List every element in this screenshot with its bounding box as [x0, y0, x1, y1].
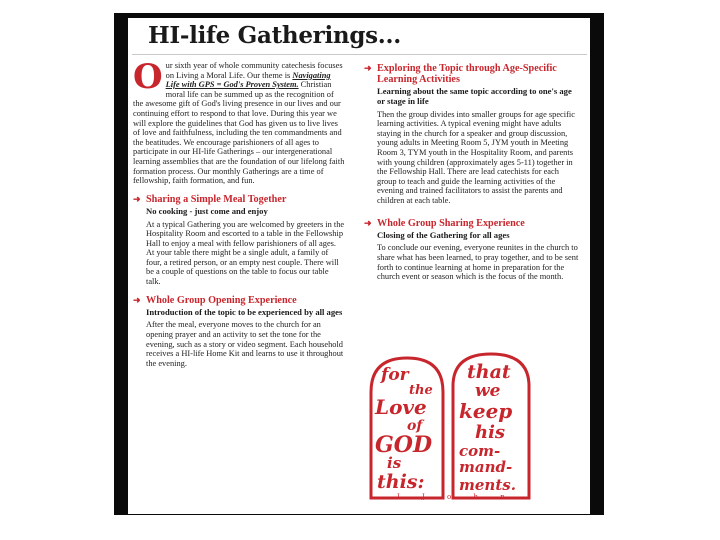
arrow-bullet-icon: ➜ [133, 294, 141, 305]
section-subheading: Closing of the Gathering for all ages [377, 229, 510, 240]
tablet-word: com- [459, 442, 501, 460]
section-heading-text: Whole Group Opening Experience [146, 294, 297, 306]
section-heading-text: Sharing a Simple Meal Together [146, 193, 287, 205]
section-heading-text: Exploring the Topic through Age-Specific Learning Activities [377, 63, 557, 85]
section-subheading: Learning about the same topic according to one's age or stage in life [377, 86, 572, 106]
section-heading [133, 295, 345, 306]
section-heading [133, 194, 345, 205]
tablet-word: is [387, 454, 402, 472]
section-body: After the meal, everyone moves to the church for an opening prayer and an activity to set the tone for the evening, such as a story or video segment. Each household receives a HI-life Home Kit and learns to use it throughout the evening. [146, 320, 344, 368]
tablet-word: keep [459, 399, 513, 423]
commandment-tablets-illustration [367, 352, 539, 500]
tablet-footer: I J o h n [397, 493, 515, 500]
theme-text: Navigating Life with GPS = God's Proven System. [165, 70, 331, 90]
section-body: To conclude our evening, everyone reunites in the church to share what has been learned, to pray together, and to be sent forth to continue learning at home in preparation for the church event or season which is the focus of the month. [377, 243, 579, 282]
tablet-word: ments. [459, 476, 516, 494]
tablet-word: this: [377, 471, 425, 493]
tablet-word: mand- [459, 458, 513, 476]
intro-paragraph [133, 57, 345, 186]
section-simple-meal [133, 194, 345, 287]
intro-text-start: ur sixth year of whole community catechesis focuses on Living a Moral Life. Our theme is [165, 61, 343, 80]
section-body: At a typical Gathering you are welcomed by greeters in the Hospitality Room and escorted to a table in the Fellowship Hall to enjoy a meal with fellow parishioners of all ages. At your table there might be a single adult, a family of four, a retired person, or an empty nest couple. There will be a couple of questions on the table to focus our table talk. [146, 219, 345, 287]
title-divider [132, 54, 587, 55]
intro-text-end: Christian moral life can be summed up as the recognition of the awesome gift of God's living presence in our lives and our continuing effort to respond to that love. During this year we will explore the guidelines that God has given us to live lives of love and faithfulness, including the ten commandments and the beatitudes. We encourage parishioners of all ages to participate in our HI-life Gatherings – our intergenerational learning assemblies that are the foundation of our lifelong faith formation process. Our monthly Gatherings are a time of fellowship, faith formation, and fun. [133, 80, 345, 186]
arrow-bullet-icon: ➜ [364, 63, 372, 73]
section-closing-experience [364, 218, 579, 282]
section-subheading: Introduction of the topic to be experienced by all ages [146, 306, 343, 317]
tablet-word: Love [375, 395, 427, 419]
page-title: HI-life Gatherings... [148, 22, 401, 49]
section-body: Then the group divides into smaller groups for age specific learning activities. A typical evening might have adults staying in the church for a speaker and group discussion, young adults in Meeting Room 5, JYM youth in Meeting Room 3, TYM youth in the Hospitality Room, and parents with young children (approximately ages 5-11) together in the Fellowship Hall. There are lead catechists for each group to teach and guide the learning activities of the evening and trained facilitators to assist the parents and children at each table. [377, 109, 575, 205]
section-heading [364, 218, 579, 229]
tablet-word: his [475, 422, 506, 443]
arrow-bullet-icon: ➜ [364, 217, 372, 228]
arrow-bullet-icon: ➜ [133, 193, 141, 204]
tablet-word: we [475, 381, 501, 401]
section-opening-experience [133, 295, 345, 369]
tablet-word: the [409, 383, 433, 398]
drop-cap: O [133, 57, 163, 97]
right-column [364, 63, 579, 282]
tablet-word: that [467, 361, 511, 383]
section-age-specific [364, 63, 579, 206]
section-heading-text: Whole Group Sharing Experience [377, 217, 525, 229]
left-column [133, 57, 345, 368]
section-subheading: No cooking - just come and enjoy [146, 205, 268, 216]
tablet-word: for [381, 365, 409, 385]
tablet-word: GOD [375, 432, 433, 458]
section-heading [364, 63, 579, 85]
tablet-word: of [407, 418, 423, 434]
